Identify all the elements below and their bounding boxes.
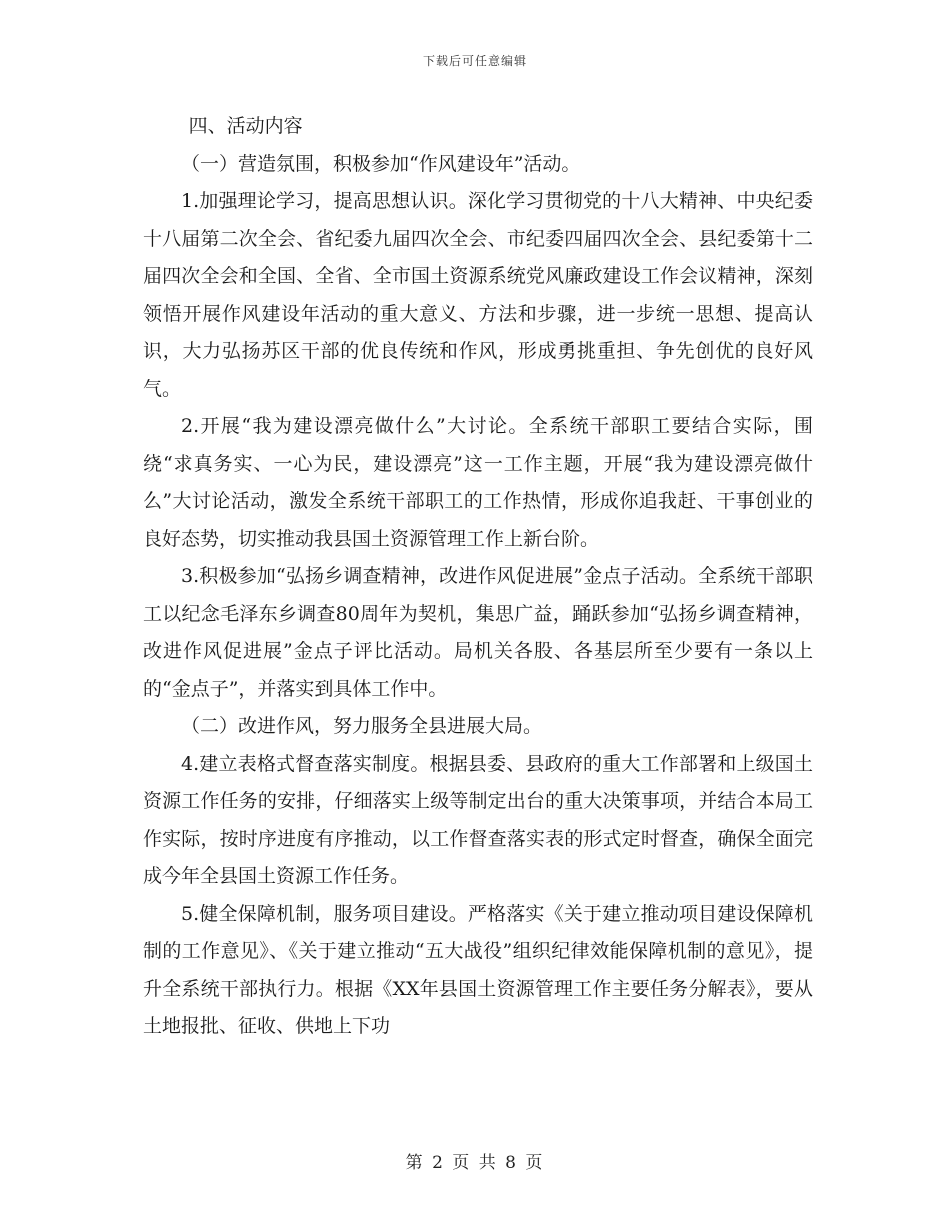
document-body xyxy=(143,108,813,1046)
paragraph-item-1: 1.加强理论学习，提高思想认识。深化学习贯彻党的十八大精神、中央纪委十八届第二次全会、省纪委九届四次全会、市纪委四届四次全会、县纪委第十二届四次全会和全国、全省、全市国土资源系统党风廉政建设工作会议精神，深刻领悟开展作风建设年活动的重大意义、方法和步骤，进一步统一思想、提高认识，大力弘扬苏区干部的优良传统和作风，形成勇挑重担、争先创优的良好风气。 xyxy=(143,190,813,400)
paragraph-item-4: 4.建立表格式督查落实制度。根据县委、县政府的重大工作部署和上级国土资源工作任务的安排，仔细落实上级等制定出台的重大决策事项，并结合本局工作实际，按时序进度有序推动，以工作督查落实表的形式定时督查，确保全面完成今年全县国土资源工作任务。 xyxy=(143,752,813,887)
subsection-heading-1: （一）营造氛围，积极参加“作风建设年”活动。 xyxy=(181,152,581,175)
page-header: 下载后可任意编辑 xyxy=(422,54,527,68)
section-heading: 四、活动内容 xyxy=(188,115,303,137)
paragraph-item-5: 5.健全保障机制，服务项目建设。严格落实《关于建立推动项目建设保障机制的工作意见》、《关于建立推动“五大战役”组织纪律效能保障机制的意见》，提升全系统干部执行力。根据《XX年县国土资源管理工作主要任务分解表》，要从土地报批、征收、供地上下功 xyxy=(143,902,813,1037)
paragraph-item-3: 3.积极参加“弘扬乡调查精神，改进作风促进展”金点子活动。全系统干部职工以纪念毛泽东乡调查80周年为契机，集思广益，踊跃参加“弘扬乡调查精神，改进作风促进展”金点子评比活动。局机关各股、各基层所至少要有一条以上的“金点子”，并落实到具体工作中。 xyxy=(143,565,813,700)
subsection-heading-2: （二）改进作风，努力服务全县进展大局。 xyxy=(181,715,543,737)
paragraph-item-2: 2.开展“我为建设漂亮做什么”大讨论。全系统干部职工要结合实际，围绕“求真务实、一心为民，建设漂亮”这一工作主题，开展“我为建设漂亮做什么”大讨论活动，激发全系统干部职工的工作热情，形成你追我赶、干事创业的良好态势，切实推动我县国土资源管理工作上新台阶。 xyxy=(143,415,813,550)
page-footer: 第 2 页 共 8 页 xyxy=(405,1153,545,1173)
